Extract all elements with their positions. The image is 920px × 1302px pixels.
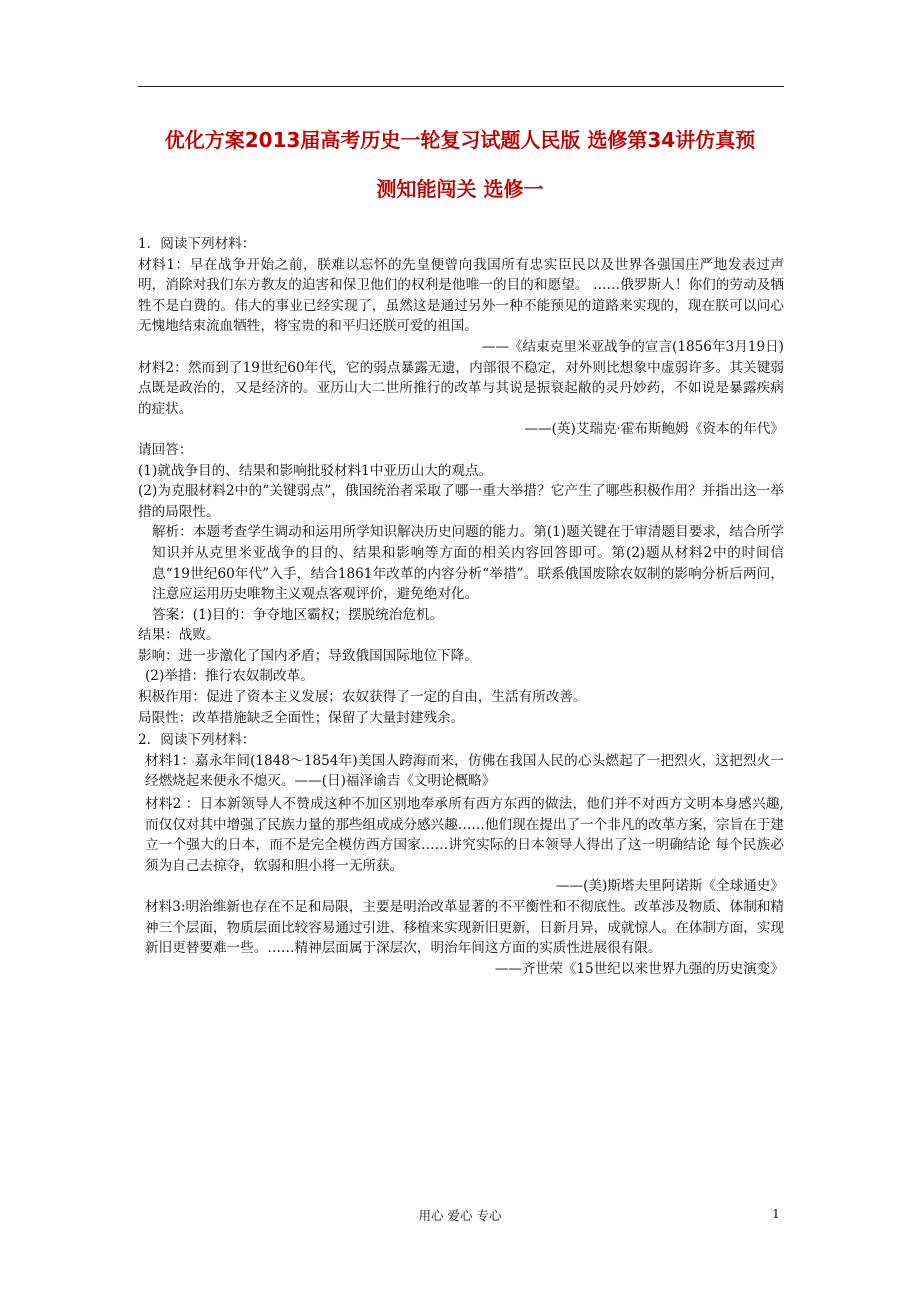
header-rule	[138, 86, 784, 87]
q1-answer-impact: 影响：进一步激化了国内矛盾；导致俄国国际地位下降。	[138, 647, 478, 664]
document-title-line1: 优化方案2013届高考历史一轮复习试题人民版 选修第34讲仿真预	[164, 128, 756, 152]
q1-material-1-source: ——《结束克里米亚战争的宣言(1856年3月19日)	[481, 338, 784, 355]
document-title-line2: 测知能闯关 选修一	[376, 177, 544, 201]
q1-sub-question-1: (1)就战争目的、结果和影响批驳材料1中亚历山大的观点。	[138, 462, 493, 479]
q2-material-2-source: ——(美)斯塔夫里阿诺斯《全球通史》	[555, 878, 784, 895]
question-1-heading: 1．阅读下列材料：	[138, 236, 256, 252]
q1-sub-question-2: (2)为克服材料2中的“关键弱点”，俄国统治者采取了哪一重大举措？它产生了哪些积极作用？并指出这一举措的局限性。	[138, 483, 784, 520]
question-2-heading: 2．阅读下列材料：	[138, 732, 256, 749]
q2-material-3: 材料3:明治维新也存在不足和局限，主要是明治改革显著的不平衡性和不彻底性。改革涉及物质、体制和精神三个层面，物质层面比较容易通过引进、移植来实现新旧更新，日新月异，成就惊人。在体制方面，实现新旧更替要难一些。……精神层面属于深层次，明治年间这方面的实质性进展很有限。	[145, 899, 784, 957]
q1-material-2: 材料2：然而到了19世纪60年代，它的弱点暴露无遗，内部很不稳定，对外则比想象中虚弱许多。其关键弱点既是政治的，又是经济的。亚历山大二世所推行的改革与其说是振衰起敝的灵丹妙药，不如说是暴露疾病的症状。	[138, 359, 784, 417]
q1-ask: 请回答：	[138, 441, 193, 458]
q1-answer-limit: 局限性：改革措施缺乏全面性；保留了大量封建残余。	[138, 709, 465, 726]
q2-material-1: 材料1：嘉永年间(1848～1854年)美国人跨海而来，仿佛在我国人民的心头燃起了一把烈火，这把烈火一经燃烧起来便永不熄灭。——(日)福泽谕吉《文明论概略》	[145, 752, 784, 790]
q2-material-2: 材料2 ：日本新领导人不赞成这种不加区别地奉承所有西方东西的做法，他们并不对西方文明本身感兴趣,而仅仅对其中增强了民族力量的那些组成成分感兴趣……他们现在提出了一个非凡的改革方案，宗旨在于建立一个强大的日本，而不是完全模仿西方国家……讲究实际的日本领导人得出了这一明确结论 每个民族必须为自己去掠夺，软弱和胆小将一无所获。	[145, 796, 784, 874]
q1-answer-measure: (2)举措：推行农奴制改革。	[145, 668, 314, 685]
footer-motto: 用心 爱心 专心	[418, 1208, 502, 1223]
q1-answer: 答案：(1)目的：争夺地区霸权；摆脱统治危机。	[152, 606, 444, 623]
q1-analysis: 解析：本题考查学生调动和运用所学知识解决历史问题的能力。第(1)题关键在于审清题目要求，结合所学知识并从克里米亚战争的目的、结果和影响等方面的相关内容回答即可。第(2)题从材料2中的时间信息“19世纪60年代”入手，结合1861年改革的内容分析“举措”。联系俄国废除农奴制的影响分析后两问，注意应运用历史唯物主义观点客观评价，避免绝对化。	[152, 524, 784, 603]
q1-material-2-source: ——(英)艾瑞克·霍布斯鲍姆《资本的年代》	[524, 421, 784, 438]
page-number: 1	[772, 1206, 780, 1221]
q1-answer-result: 结果：战败。	[138, 627, 220, 644]
q2-material-3-source: ——齐世荣《15世纪以来世界九强的历史演变》	[494, 960, 784, 977]
document-body	[138, 234, 784, 979]
q1-material-1: 材料1：早在战争开始之前，朕难以忘怀的先皇便曾向我国所有忠实臣民以及世界各强国庄严地发表过声明，消除对我们东方教友的迫害和保卫他们的权利是他唯一的目的和愿望。 ……俄罗斯人！你们的劳动及牺牲不是白费的。伟大的事业已经实现了，虽然这是通过另外一种不能预见的道路来实现的，现在朕可以问心无愧地结束流血牺牲，将宝贵的和平归还朕可爱的祖国。	[138, 256, 784, 335]
q1-answer-positive: 积极作用：促进了资本主义发展；农奴获得了一定的自由，生活有所改善。	[138, 689, 587, 706]
